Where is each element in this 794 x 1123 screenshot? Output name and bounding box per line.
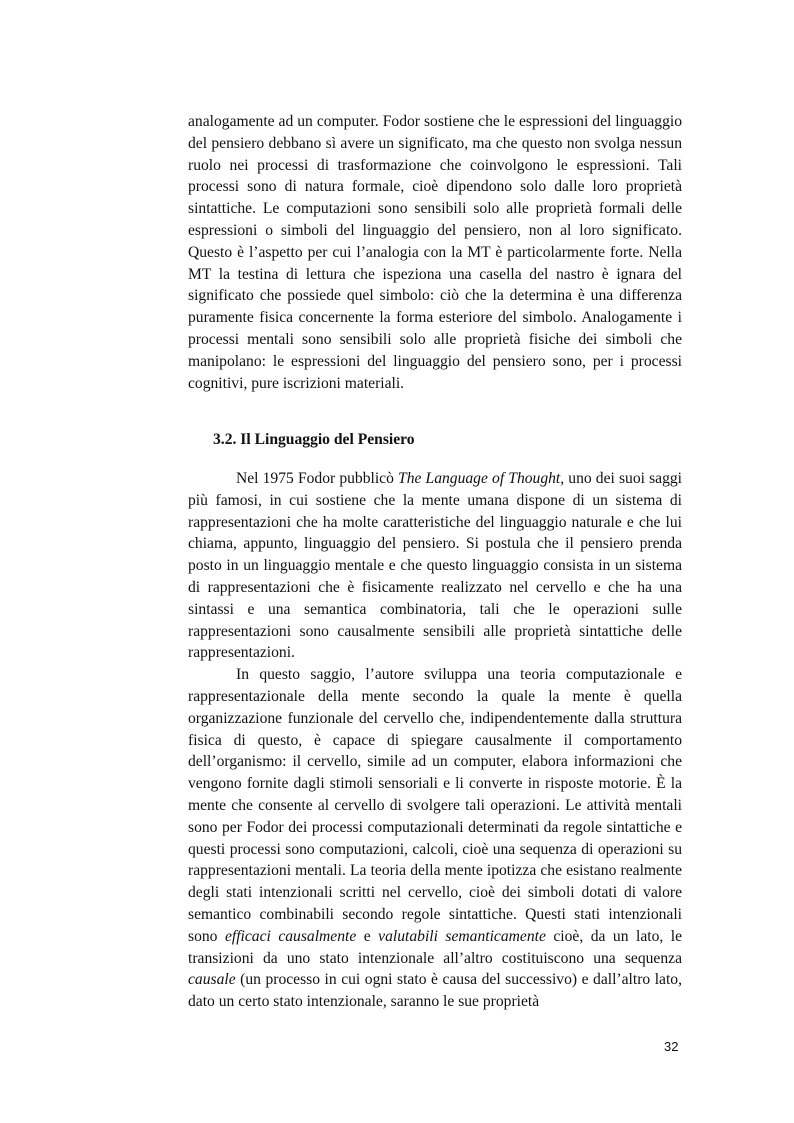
paragraph-continuation bbox=[188, 111, 682, 394]
paragraph-text: cioè, da un lato, le transizioni da uno stato intenzionale all’altro costituiscono una sequenza bbox=[188, 927, 683, 967]
paragraph-text: e bbox=[356, 927, 379, 945]
section-body bbox=[188, 468, 682, 1013]
page-number: 32 bbox=[664, 1039, 679, 1054]
emphasis-text: causale bbox=[188, 971, 236, 989]
body-paragraph bbox=[188, 468, 682, 664]
book-title: The Language of Thought bbox=[398, 470, 561, 487]
paragraph-text: (un processo in cui ogni stato è causa del successivo) e dall’altro lato, dato un certo stato intenzionale, saranno le sue proprietà bbox=[188, 971, 682, 1011]
emphasis-text: efficaci causalmente bbox=[224, 927, 357, 945]
paragraph-text: Nel 1975 Fodor pubblicò bbox=[236, 470, 399, 487]
body-paragraph bbox=[188, 664, 682, 1013]
emphasis-text: valutabili semanticamente bbox=[378, 927, 546, 945]
section-heading: 3.2. Il Linguaggio del Pensiero bbox=[213, 431, 415, 448]
paragraph-text: , uno dei suoi saggi più famosi, in cui sostiene che la mente umana dispone di un sistema di rappresentazioni che ha molte caratteristiche del linguaggio naturale e che lui chiama, appunto, linguaggio del pensiero. Si postula che il pensiero prenda posto in un linguaggio mentale e che questo linguaggio consista in un sistema di rappresentazioni che è fisicamente realizzato nel cervello e che ha una sintassi e una semantica combinatoria, tali che le operazioni sulle rappresentazioni sono causalmente sensibili alle proprietà sintattiche delle rappresentazioni. bbox=[188, 470, 682, 662]
body-paragraph: analogamente ad un computer. Fodor sostiene che le espressioni del linguaggio del pensiero debbano sì avere un significato, ma che questo non svolga nessun ruolo nei processi di trasformazione che coinvolgono le espressioni. Tali processi sono di natura formale, cioè dipendono solo dalle loro proprietà sintattiche. Le computazioni sono sensibili solo alle proprietà formali delle espressioni o simboli del linguaggio del pensiero, non al loro significato. Questo è l’aspetto per cui l’analogia con la MT è particolarmente forte. Nella MT la testina di lettura che ispeziona una casella del nastro è ignara del significato che possiede quel simbolo: ciò che la determina è una differenza puramente fisica concernente la forma esteriore del simbolo. Analogamente i processi mentali sono sensibili solo alle proprietà fisiche dei simboli che manipolano: le espressioni del linguaggio del pensiero sono, per i processi cognitivi, pure iscrizioni materiali. bbox=[188, 113, 682, 392]
paragraph-text: In questo saggio, l’autore sviluppa una teoria computazionale e rappresentazionale della mente secondo la quale la mente è quella organizzazione funzionale del cervello che, indipendentemente dalla struttura fisica di questo, è capace di spiegare causalmente il comportamento dell’organismo: il cervello, simile ad un computer, elabora informazioni che vengono fornite dagli stimoli sensoriali e li converte in risposte motorie. È la mente che consente al cervello di svolgere tali operazioni. Le attività mentali sono per Fodor dei processi computazionali determinati da regole sintattiche e questi processi sono computazioni, calcoli, cioè una sequenza di operazioni su rappresentazioni mentali. La teoria della mente ipotizza che esistano realmente degli stati intenzionali scritti nel cervello, cioè dei simboli dotati di valore semantico combinabili secondo regole sintattiche. Questi stati intenzionali sono bbox=[188, 666, 682, 945]
